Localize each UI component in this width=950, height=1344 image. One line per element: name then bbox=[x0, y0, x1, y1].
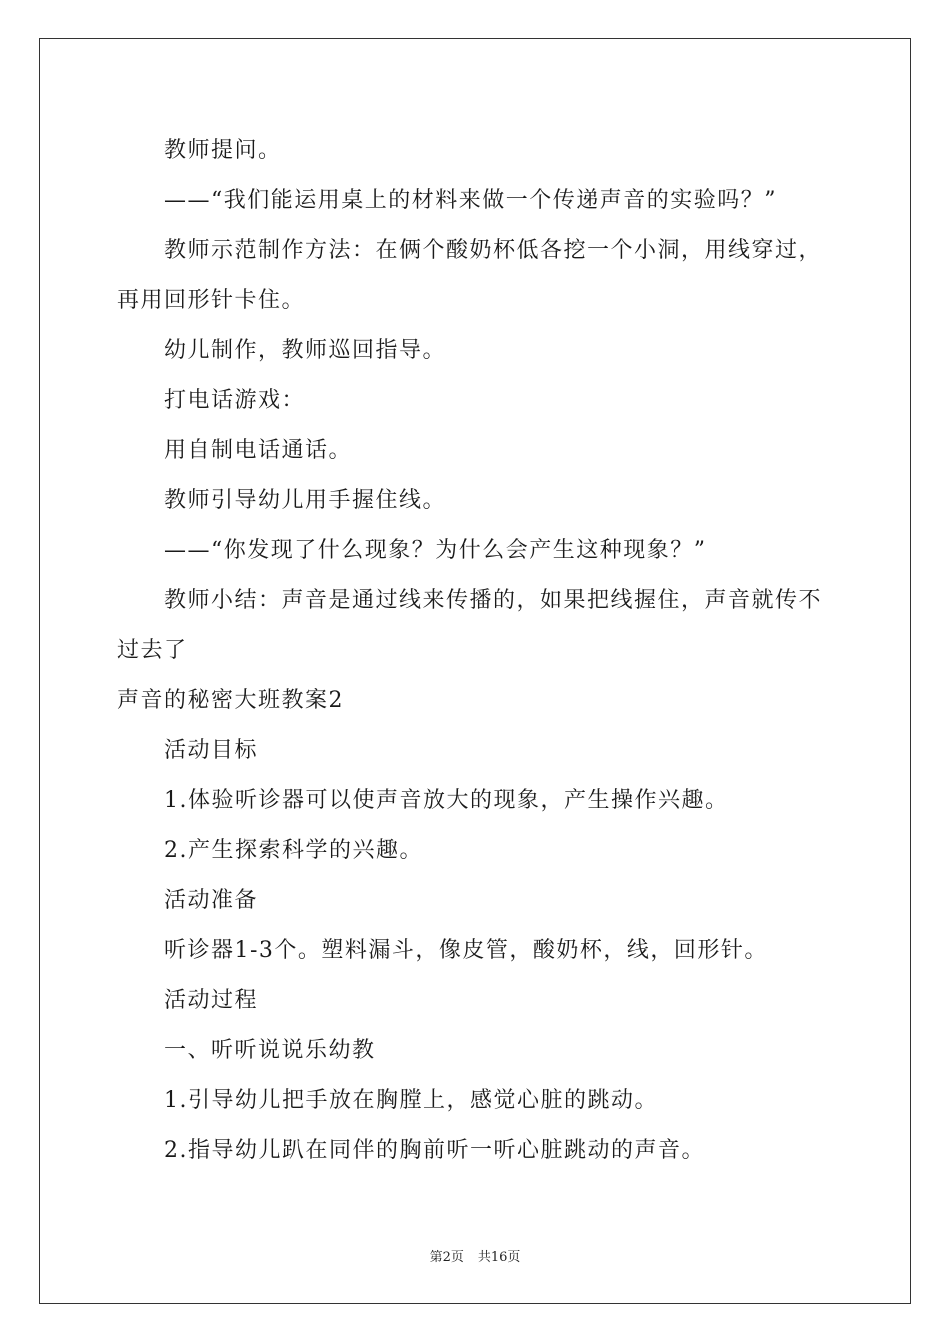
paragraph-line: 1.体验听诊器可以使声音放大的现象，产生操作兴趣。 bbox=[164, 788, 729, 813]
paragraph-line: ——“我们能运用桌上的材料来做一个传递声音的实验吗？” bbox=[164, 188, 777, 213]
paragraph-line: 用自制电话通话。 bbox=[164, 438, 353, 463]
paragraph-line: 教师提问。 bbox=[164, 138, 282, 163]
paragraph-line: 打电话游戏： bbox=[164, 388, 306, 413]
paragraph-line: 活动过程 bbox=[164, 988, 259, 1013]
paragraph-line: 一、听听说说乐幼教 bbox=[164, 1038, 376, 1063]
paragraph-line: 教师小结：声音是通过线来传播的，如果把线握住，声音就传不 bbox=[164, 588, 823, 613]
paragraph-line: 教师引导幼儿用手握住线。 bbox=[164, 488, 447, 513]
paragraph-line: 过去了 bbox=[117, 638, 188, 663]
section-heading: 声音的秘密大班教案2 bbox=[117, 688, 344, 713]
total-pages: 共16页 bbox=[477, 1250, 521, 1265]
paragraph-line: 2.产生探索科学的兴趣。 bbox=[164, 838, 423, 863]
paragraph-line: ——“你发现了什么现象？为什么会产生这种现象？” bbox=[164, 538, 707, 563]
paragraph-line: 幼儿制作，教师巡回指导。 bbox=[164, 338, 447, 363]
paragraph-line: 活动准备 bbox=[164, 888, 259, 913]
paragraph-line: 再用回形针卡住。 bbox=[117, 288, 306, 313]
paragraph-line: 活动目标 bbox=[164, 738, 259, 763]
paragraph-line: 1.引导幼儿把手放在胸膛上，感觉心脏的跳动。 bbox=[164, 1088, 658, 1113]
page-number: 第2页 bbox=[429, 1250, 464, 1265]
page-footer bbox=[0, 1246, 950, 1265]
document-body bbox=[117, 126, 839, 1176]
paragraph-line: 教师示范制作方法：在俩个酸奶杯低各挖一个小洞，用线穿过， bbox=[164, 238, 823, 263]
paragraph-line: 听诊器1-3个。塑料漏斗，像皮管，酸奶杯，线，回形针。 bbox=[164, 938, 768, 963]
paragraph-line: 2.指导幼儿趴在同伴的胸前听一听心脏跳动的声音。 bbox=[164, 1138, 705, 1163]
